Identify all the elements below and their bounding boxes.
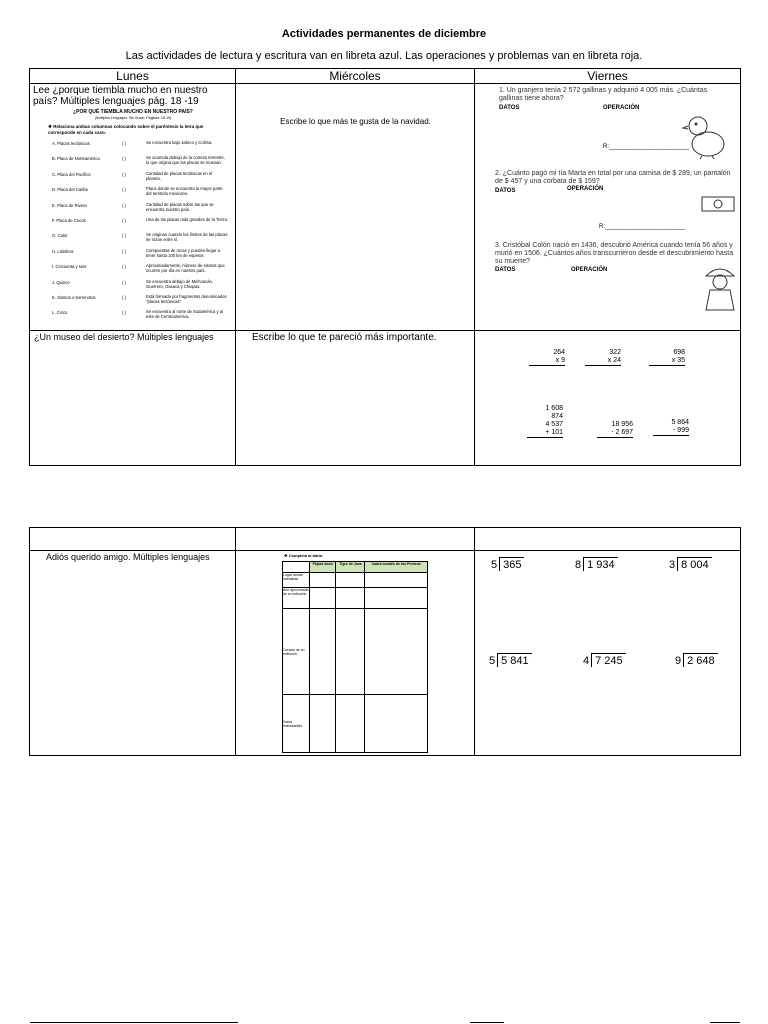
table-column-header: Tigre de Java — [336, 562, 365, 573]
header-viernes: Viernes — [475, 69, 741, 84]
problem-3-datos: DATOS — [495, 267, 516, 273]
row1-viernes-cell — [475, 84, 741, 331]
worksheet-title: ¿POR QUÉ TIEMBLA MUCHO EN NUESTRO PAÍS? — [73, 109, 193, 115]
dividend: 2 648 — [683, 653, 718, 667]
divisor: 5 — [489, 655, 496, 667]
row1-miercoles-cell — [236, 84, 475, 331]
division-op — [575, 557, 618, 571]
division-op — [491, 557, 524, 571]
table-row-header: Lugar donde habitaban. — [283, 573, 310, 588]
table-answer-cell[interactable] — [310, 609, 336, 695]
matching-item-left: A. Placas tectónicas — [52, 141, 90, 146]
header-row — [30, 69, 741, 84]
row3-header-viernes — [475, 528, 741, 551]
matching-item-right: Se encuentra debajo de Michoacán, Guerrero, Oaxaca y Chiapas. — [146, 278, 214, 289]
table-corner — [283, 562, 310, 573]
table-instruction-text: Completa la tabla. — [288, 553, 323, 558]
row3-header — [30, 528, 741, 551]
header-miercoles: Miércoles — [236, 69, 475, 84]
operand: - 2 697 — [597, 429, 633, 438]
operand: 322 — [609, 349, 621, 356]
matching-item-right: Se encuentra al norte de Sudamérica y al este de Centroamérica. — [146, 309, 224, 320]
problem-1-text: 1. Un granjero tenía 2 572 gallinas y adquirió 4 005 más. ¿Cuántas gallinas tiene ahora? — [499, 87, 708, 102]
row2-miercoles-cell — [236, 331, 475, 466]
problem-3-text: 3. Cristóbal Colón nació en 1436, descubrió América cuando tenía 56 años y murió en 1506. ¿Cuántos años transcurrieron desde el descubrimiento hasta su muerte? — [495, 242, 734, 265]
problem-2-text: 2. ¿Cuánto pagó mi tía Marta en total por una camisa de $ 289, un pantalón de $ 457 y una corbata de $ 159? — [495, 170, 731, 185]
matching-parenthesis[interactable]: ( ) — [122, 171, 126, 177]
matching-item-right: Cantidad de placas sobre las que se encuentra nuestro país. — [146, 201, 214, 212]
table-answer-cell[interactable] — [336, 695, 365, 753]
matching-item-left: H. Litósfera — [52, 248, 74, 254]
matching-item-left: E. Placa de Rivera — [52, 202, 87, 208]
matching-item-right: Se encuentra bajo Jalisco y Colima. — [146, 140, 213, 145]
row-3 — [30, 551, 741, 756]
row-1 — [30, 84, 741, 331]
footer-line-3 — [710, 1022, 740, 1023]
table-answer-cell[interactable] — [310, 588, 336, 609]
matching-parenthesis[interactable]: ( ) — [122, 156, 126, 162]
row2-miercoles-text: Escribe lo que te pareció más importante. — [252, 332, 437, 343]
matching-item-right: Se originan cuando los límites de las placas se rozan entre sí. — [146, 232, 228, 243]
matching-item-right: Placa donde se encuentra la mayor parte del territorio mexicano. — [146, 186, 223, 197]
matching-parenthesis[interactable]: ( ) — [122, 141, 126, 146]
matching-item-right: Una de las placas más grandes de la Tierra. — [146, 217, 228, 222]
chick-illustration-icon — [680, 108, 730, 160]
table-row-header: Año aproximado de su extinción. — [283, 588, 310, 609]
divisor: 3 — [669, 559, 676, 571]
matching-item — [52, 263, 232, 277]
table-column-header: Pájaro dodo — [310, 562, 336, 573]
problem-2-answer: R:________________________ — [599, 224, 686, 230]
instruction-text: Relaciona ambas columnas colocando sobre el paréntesis la letra que corresponde en cada caso. — [48, 124, 204, 135]
matching-item-right: Aproximadamente, número de sismos que ocurren por día en nuestro país. — [146, 263, 225, 274]
matching-item-right: Está formada por fragmentos denominados "placas tectónicas". — [146, 294, 227, 304]
operand: 18 956 — [611, 421, 633, 428]
row3-lunes-text: Adiós querido amigo. Múltiples lenguajes — [46, 552, 210, 562]
problem-2-datos: DATOS — [495, 188, 516, 194]
operand: 5 864 — [671, 419, 689, 426]
table-answer-cell[interactable] — [336, 588, 365, 609]
matching-parenthesis[interactable]: ( ) — [122, 279, 126, 285]
row3-header-miercoles — [236, 528, 475, 551]
matching-parenthesis[interactable]: ( ) — [122, 218, 126, 223]
matching-item — [52, 294, 232, 308]
footer-line-1 — [30, 1022, 238, 1023]
problem-3-operacion: OPERACIÓN — [571, 267, 608, 273]
divisor: 4 — [583, 655, 590, 667]
row2-lunes-cell — [30, 331, 236, 466]
money-illustration-icon — [701, 196, 737, 214]
matching-item-right: Cantidad de placas tectónicas en el planeta. — [146, 170, 213, 181]
matching-parenthesis[interactable]: ( ) — [122, 310, 126, 316]
matching-parenthesis[interactable]: ( ) — [122, 295, 126, 300]
problem-2-operacion: OPERACIÓN — [567, 186, 604, 192]
table-answer-cell[interactable] — [310, 695, 336, 753]
operand: 264 — [553, 349, 565, 356]
divisor: 8 — [575, 559, 582, 571]
operand: 874 — [551, 413, 563, 420]
matching-item — [52, 279, 232, 293]
matching-parenthesis[interactable]: ( ) — [122, 264, 126, 270]
footer-line-2 — [470, 1022, 504, 1023]
table-row-header: Datos interesantes. — [283, 695, 310, 753]
division-op — [675, 653, 718, 667]
multiplication-op — [585, 349, 621, 366]
matching-item-left: J. Quince — [52, 279, 70, 285]
matching-parenthesis[interactable]: ( ) — [122, 187, 126, 193]
row1-miercoles-text: Escribe lo que más te gusta de la navidad. — [280, 117, 431, 126]
operand: 698 — [673, 349, 685, 356]
matching-item-left: I. Cincuenta y seis — [52, 264, 87, 270]
matching-item-left: B. Placa de Norteamérica — [52, 156, 100, 162]
matching-item — [52, 248, 232, 262]
row3-viernes-cell — [475, 551, 741, 756]
dividend: 7 245 — [591, 653, 626, 667]
table-column-header: Cabra montés de los Pirineos — [365, 562, 428, 573]
operand: x 24 — [585, 357, 621, 366]
row2-lunes-text: ¿Un museo del desierto? Múltiples lenguajes — [34, 332, 214, 342]
matching-item-right: Compuestas de rocas y pueden llegar a tener hasta 100 km de espesor. — [146, 247, 221, 258]
matching-item — [52, 217, 232, 231]
divisor: 9 — [675, 655, 682, 667]
columbus-illustration-icon — [700, 262, 740, 314]
table-answer-cell[interactable] — [365, 609, 428, 695]
matching-item-left: C. Placa del Pacífico — [52, 171, 91, 177]
extinct-animals-table — [282, 561, 428, 753]
matching-parenthesis[interactable]: ( ) — [122, 202, 126, 208]
row3-header-lunes — [30, 528, 236, 551]
matching-item — [52, 140, 232, 154]
dividend: 1 934 — [583, 557, 618, 571]
matching-item-left: G. Calor — [52, 233, 68, 239]
divisor: 5 — [491, 559, 498, 571]
multiplication-op — [649, 349, 685, 366]
matching-item — [52, 309, 232, 323]
problem-1-answer: R:________________________ — [603, 144, 690, 150]
matching-item — [52, 186, 232, 200]
addition-subtraction-op — [527, 405, 563, 438]
row2-viernes-cell — [475, 331, 741, 466]
multiplication-op — [529, 349, 565, 366]
matching-item — [52, 232, 232, 246]
division-op — [669, 557, 712, 571]
division-op — [489, 653, 532, 667]
matching-item — [52, 155, 232, 169]
table-answer-cell[interactable] — [310, 573, 336, 588]
table-answer-cell[interactable] — [365, 588, 428, 609]
addition-subtraction-op — [597, 421, 633, 438]
addition-subtraction-op — [653, 419, 689, 436]
operand: - 999 — [653, 427, 689, 436]
header-lunes: Lunes — [30, 69, 236, 84]
worksheet-ref: (Múltiples Lenguajes. 5to Grado. Páginas: 18-19) — [94, 116, 172, 120]
problem-1-datos: DATOS — [499, 105, 520, 111]
table-answer-cell[interactable] — [365, 695, 428, 753]
row3-lunes-cell — [30, 551, 236, 756]
table-instruction: ❖ Completa la tabla. — [284, 553, 323, 558]
operand: x 35 — [649, 357, 685, 366]
page-title: Actividades permanentes de diciembre — [281, 28, 487, 40]
dividend: 8 004 — [677, 557, 712, 571]
operand: 1 608 — [545, 405, 563, 412]
matching-item-left: L. Cinco — [52, 310, 68, 316]
table-row-header: Causas de su extinción. — [283, 609, 310, 695]
table-answer-cell[interactable] — [336, 573, 365, 588]
matching-item-left: D. Placa del Caribe — [52, 187, 89, 193]
matching-parenthesis[interactable]: ( ) — [122, 248, 126, 254]
operand: x 9 — [529, 357, 565, 366]
row1-lunes-cell — [30, 84, 236, 331]
matching-parenthesis[interactable]: ( ) — [122, 233, 126, 239]
division-op — [583, 653, 626, 667]
worksheet-instruction: ❖ Relaciona ambas columnas colocando sobre el paréntesis la letra que corresponde en cada caso. — [48, 124, 204, 135]
row-2 — [30, 331, 741, 466]
table-answer-cell[interactable] — [365, 573, 428, 588]
dividend: 5 841 — [497, 653, 532, 667]
schedule-table-2 — [29, 527, 741, 756]
matching-item-left: F. Placa de Cocos — [52, 218, 86, 223]
row3-miercoles-cell — [236, 551, 475, 756]
page-subtitle: Las actividades de lectura y escritura van en libreta azul. Las operaciones y problemas van en libreta roja. — [125, 50, 643, 62]
dividend: 365 — [499, 557, 524, 571]
matching-item-right: Se acumula debajo de la corteza terrestre, lo que origina que las placas se muevan. — [146, 155, 225, 166]
schedule-table — [29, 68, 741, 466]
table-answer-cell[interactable] — [336, 609, 365, 695]
matching-item — [52, 171, 232, 185]
matching-item-left: K. Sismos o terremotos — [52, 295, 96, 300]
problem-1-operacion: OPERACIÓN — [603, 105, 640, 111]
operand: 4 537 — [545, 421, 563, 428]
row1-lunes-text: Lee ¿porque tiembla mucho en nuestro país? Múltiples lenguajes pág. 18 -19 — [33, 85, 208, 107]
matching-item — [52, 202, 232, 216]
operand: + 101 — [527, 429, 563, 438]
